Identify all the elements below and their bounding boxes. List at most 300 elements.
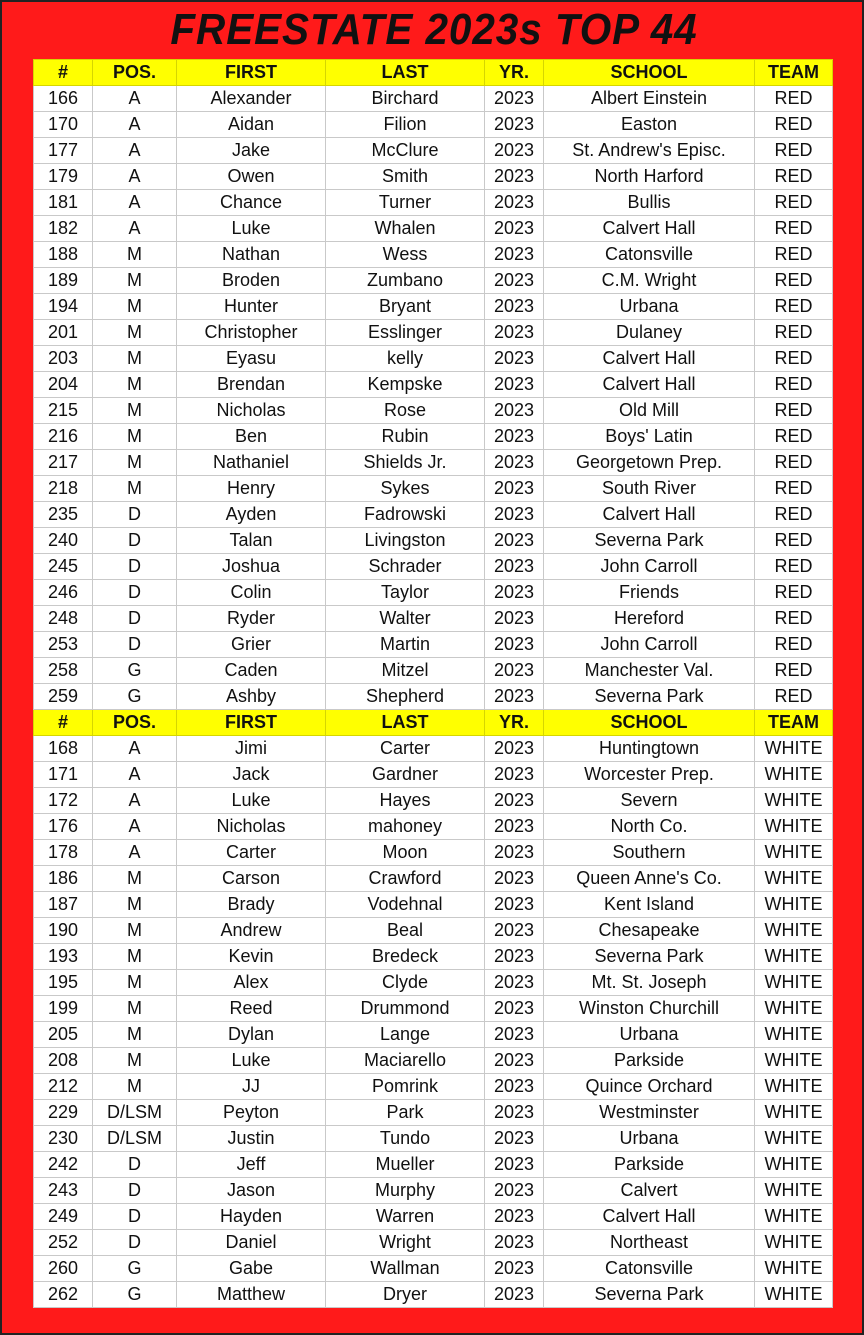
table-row <box>34 684 833 710</box>
team-cell: RED <box>755 372 833 398</box>
school-cell: Northeast <box>544 1230 755 1256</box>
table-row <box>34 892 833 918</box>
first-name-cell: Ashby <box>177 684 326 710</box>
last-name-cell: Walter <box>326 606 485 632</box>
first-name-cell: Dylan <box>177 1022 326 1048</box>
last-name-cell: Warren <box>326 1204 485 1230</box>
table-row <box>34 866 833 892</box>
year-cell: 2023 <box>485 840 544 866</box>
last-name-cell: Wallman <box>326 1256 485 1282</box>
number-cell: 245 <box>34 554 93 580</box>
year-cell: 2023 <box>485 1282 544 1308</box>
team-cell: WHITE <box>755 1204 833 1230</box>
table-row <box>34 814 833 840</box>
first-name-cell: Brady <box>177 892 326 918</box>
last-name-cell: Carter <box>326 736 485 762</box>
school-cell: Easton <box>544 112 755 138</box>
first-name-cell: Kevin <box>177 944 326 970</box>
table-row <box>34 294 833 320</box>
first-name-cell: Jimi <box>177 736 326 762</box>
school-cell: Albert Einstein <box>544 86 755 112</box>
school-cell: John Carroll <box>544 632 755 658</box>
year-cell: 2023 <box>485 294 544 320</box>
year-cell: 2023 <box>485 892 544 918</box>
school-cell: Bullis <box>544 190 755 216</box>
last-name-cell: Martin <box>326 632 485 658</box>
year-cell: 2023 <box>485 476 544 502</box>
first-name-cell: Carson <box>177 866 326 892</box>
number-cell: 205 <box>34 1022 93 1048</box>
table-row <box>34 996 833 1022</box>
team-cell: WHITE <box>755 762 833 788</box>
team-cell: RED <box>755 164 833 190</box>
column-header: POS. <box>93 710 177 736</box>
number-cell: 172 <box>34 788 93 814</box>
position-cell: M <box>93 944 177 970</box>
year-cell: 2023 <box>485 918 544 944</box>
table-row <box>34 1100 833 1126</box>
year-cell: 2023 <box>485 814 544 840</box>
table-row <box>34 788 833 814</box>
last-name-cell: Clyde <box>326 970 485 996</box>
number-cell: 188 <box>34 242 93 268</box>
table-row <box>34 918 833 944</box>
first-name-cell: Peyton <box>177 1100 326 1126</box>
year-cell: 2023 <box>485 1048 544 1074</box>
first-name-cell: Carter <box>177 840 326 866</box>
last-name-cell: Shepherd <box>326 684 485 710</box>
school-cell: Catonsville <box>544 242 755 268</box>
last-name-cell: Filion <box>326 112 485 138</box>
year-cell: 2023 <box>485 320 544 346</box>
position-cell: G <box>93 1256 177 1282</box>
number-cell: 168 <box>34 736 93 762</box>
position-cell: M <box>93 866 177 892</box>
school-cell: Boys' Latin <box>544 424 755 450</box>
column-header: # <box>34 60 93 86</box>
table-row <box>34 1126 833 1152</box>
school-cell: Severna Park <box>544 684 755 710</box>
school-cell: Queen Anne's Co. <box>544 866 755 892</box>
table-row <box>34 86 833 112</box>
year-cell: 2023 <box>485 1230 544 1256</box>
position-cell: D <box>93 502 177 528</box>
table-row <box>34 1074 833 1100</box>
year-cell: 2023 <box>485 658 544 684</box>
column-header: YR. <box>485 60 544 86</box>
first-name-cell: Chance <box>177 190 326 216</box>
number-cell: 243 <box>34 1178 93 1204</box>
position-cell: A <box>93 736 177 762</box>
year-cell: 2023 <box>485 268 544 294</box>
year-cell: 2023 <box>485 1100 544 1126</box>
column-header: TEAM <box>755 60 833 86</box>
first-name-cell: Christopher <box>177 320 326 346</box>
school-cell: Parkside <box>544 1152 755 1178</box>
last-name-cell: Moon <box>326 840 485 866</box>
school-cell: Severna Park <box>544 944 755 970</box>
number-cell: 212 <box>34 1074 93 1100</box>
first-name-cell: Alex <box>177 970 326 996</box>
last-name-cell: Bredeck <box>326 944 485 970</box>
school-cell: Friends <box>544 580 755 606</box>
table-row <box>34 216 833 242</box>
school-cell: Winston Churchill <box>544 996 755 1022</box>
number-cell: 186 <box>34 866 93 892</box>
table-row <box>34 632 833 658</box>
team-cell: RED <box>755 268 833 294</box>
number-cell: 246 <box>34 580 93 606</box>
team-cell: RED <box>755 320 833 346</box>
team-cell: WHITE <box>755 866 833 892</box>
school-cell: Worcester Prep. <box>544 762 755 788</box>
position-cell: D <box>93 1230 177 1256</box>
last-name-cell: Beal <box>326 918 485 944</box>
year-cell: 2023 <box>485 398 544 424</box>
number-cell: 242 <box>34 1152 93 1178</box>
last-name-cell: Vodehnal <box>326 892 485 918</box>
position-cell: G <box>93 1282 177 1308</box>
white-team-header-row <box>34 710 833 736</box>
last-name-cell: Taylor <box>326 580 485 606</box>
year-cell: 2023 <box>485 736 544 762</box>
year-cell: 2023 <box>485 996 544 1022</box>
first-name-cell: Brendan <box>177 372 326 398</box>
school-cell: St. Andrew's Episc. <box>544 138 755 164</box>
year-cell: 2023 <box>485 1256 544 1282</box>
number-cell: 190 <box>34 918 93 944</box>
school-cell: Urbana <box>544 1126 755 1152</box>
number-cell: 258 <box>34 658 93 684</box>
first-name-cell: Caden <box>177 658 326 684</box>
team-cell: RED <box>755 346 833 372</box>
first-name-cell: Alexander <box>177 86 326 112</box>
number-cell: 218 <box>34 476 93 502</box>
position-cell: D <box>93 528 177 554</box>
first-name-cell: Eyasu <box>177 346 326 372</box>
team-cell: RED <box>755 190 833 216</box>
position-cell: M <box>93 320 177 346</box>
number-cell: 253 <box>34 632 93 658</box>
school-cell: John Carroll <box>544 554 755 580</box>
roster-table <box>33 59 833 1308</box>
last-name-cell: Tundo <box>326 1126 485 1152</box>
table-row <box>34 1204 833 1230</box>
table-row <box>34 1282 833 1308</box>
number-cell: 249 <box>34 1204 93 1230</box>
number-cell: 235 <box>34 502 93 528</box>
table-row <box>34 164 833 190</box>
last-name-cell: Lange <box>326 1022 485 1048</box>
last-name-cell: Maciarello <box>326 1048 485 1074</box>
number-cell: 208 <box>34 1048 93 1074</box>
position-cell: D <box>93 1178 177 1204</box>
first-name-cell: Ben <box>177 424 326 450</box>
position-cell: A <box>93 762 177 788</box>
table-row <box>34 840 833 866</box>
table-row <box>34 424 833 450</box>
position-cell: D <box>93 1152 177 1178</box>
last-name-cell: Mitzel <box>326 658 485 684</box>
team-cell: RED <box>755 398 833 424</box>
team-cell: WHITE <box>755 1256 833 1282</box>
school-cell: Calvert Hall <box>544 372 755 398</box>
first-name-cell: Matthew <box>177 1282 326 1308</box>
school-cell: Huntingtown <box>544 736 755 762</box>
position-cell: M <box>93 268 177 294</box>
school-cell: Calvert Hall <box>544 346 755 372</box>
first-name-cell: Broden <box>177 268 326 294</box>
table-row <box>34 658 833 684</box>
position-cell: G <box>93 684 177 710</box>
last-name-cell: Hayes <box>326 788 485 814</box>
position-cell: M <box>93 1074 177 1100</box>
first-name-cell: Hunter <box>177 294 326 320</box>
team-cell: WHITE <box>755 944 833 970</box>
first-name-cell: Aidan <box>177 112 326 138</box>
team-cell: WHITE <box>755 788 833 814</box>
number-cell: 182 <box>34 216 93 242</box>
number-cell: 176 <box>34 814 93 840</box>
table-row <box>34 1256 833 1282</box>
team-cell: WHITE <box>755 1178 833 1204</box>
position-cell: M <box>93 970 177 996</box>
position-cell: M <box>93 372 177 398</box>
first-name-cell: Joshua <box>177 554 326 580</box>
table-row <box>34 450 833 476</box>
school-cell: Parkside <box>544 1048 755 1074</box>
position-cell: D <box>93 632 177 658</box>
position-cell: A <box>93 138 177 164</box>
last-name-cell: Wess <box>326 242 485 268</box>
year-cell: 2023 <box>485 866 544 892</box>
first-name-cell: Gabe <box>177 1256 326 1282</box>
first-name-cell: Colin <box>177 580 326 606</box>
column-header: FIRST <box>177 60 326 86</box>
team-cell: RED <box>755 216 833 242</box>
first-name-cell: Nathaniel <box>177 450 326 476</box>
year-cell: 2023 <box>485 1126 544 1152</box>
last-name-cell: Sykes <box>326 476 485 502</box>
table-row <box>34 554 833 580</box>
position-cell: A <box>93 788 177 814</box>
number-cell: 259 <box>34 684 93 710</box>
last-name-cell: Rubin <box>326 424 485 450</box>
first-name-cell: Luke <box>177 788 326 814</box>
position-cell: M <box>93 346 177 372</box>
last-name-cell: Rose <box>326 398 485 424</box>
year-cell: 2023 <box>485 138 544 164</box>
table-row <box>34 320 833 346</box>
team-cell: RED <box>755 580 833 606</box>
team-cell: RED <box>755 684 833 710</box>
team-cell: WHITE <box>755 1126 833 1152</box>
position-cell: D <box>93 606 177 632</box>
last-name-cell: Pomrink <box>326 1074 485 1100</box>
first-name-cell: Jason <box>177 1178 326 1204</box>
school-cell: C.M. Wright <box>544 268 755 294</box>
first-name-cell: Jeff <box>177 1152 326 1178</box>
year-cell: 2023 <box>485 1074 544 1100</box>
first-name-cell: Ayden <box>177 502 326 528</box>
year-cell: 2023 <box>485 164 544 190</box>
last-name-cell: Wright <box>326 1230 485 1256</box>
number-cell: 203 <box>34 346 93 372</box>
year-cell: 2023 <box>485 554 544 580</box>
year-cell: 2023 <box>485 112 544 138</box>
team-cell: RED <box>755 554 833 580</box>
number-cell: 229 <box>34 1100 93 1126</box>
team-cell: WHITE <box>755 1230 833 1256</box>
first-name-cell: Talan <box>177 528 326 554</box>
table-row <box>34 1022 833 1048</box>
first-name-cell: Daniel <box>177 1230 326 1256</box>
number-cell: 201 <box>34 320 93 346</box>
last-name-cell: Park <box>326 1100 485 1126</box>
last-name-cell: Shields Jr. <box>326 450 485 476</box>
team-cell: RED <box>755 294 833 320</box>
number-cell: 230 <box>34 1126 93 1152</box>
position-cell: D <box>93 1204 177 1230</box>
column-header: FIRST <box>177 710 326 736</box>
position-cell: D/LSM <box>93 1100 177 1126</box>
number-cell: 195 <box>34 970 93 996</box>
table-row <box>34 528 833 554</box>
column-header: TEAM <box>755 710 833 736</box>
first-name-cell: Grier <box>177 632 326 658</box>
position-cell: D <box>93 580 177 606</box>
number-cell: 217 <box>34 450 93 476</box>
red-team-header-row <box>34 60 833 86</box>
school-cell: Westminster <box>544 1100 755 1126</box>
school-cell: North Co. <box>544 814 755 840</box>
table-row <box>34 242 833 268</box>
roster-body <box>34 60 833 1308</box>
team-cell: WHITE <box>755 1074 833 1100</box>
team-cell: WHITE <box>755 1022 833 1048</box>
table-row <box>34 736 833 762</box>
team-cell: WHITE <box>755 840 833 866</box>
year-cell: 2023 <box>485 1022 544 1048</box>
number-cell: 181 <box>34 190 93 216</box>
table-row <box>34 398 833 424</box>
page-title: FREESTATE 2023s TOP 44 <box>170 5 698 54</box>
number-cell: 260 <box>34 1256 93 1282</box>
team-cell: RED <box>755 424 833 450</box>
team-cell: RED <box>755 86 833 112</box>
school-cell: Severn <box>544 788 755 814</box>
table-row <box>34 268 833 294</box>
number-cell: 170 <box>34 112 93 138</box>
table-row <box>34 1048 833 1074</box>
team-cell: RED <box>755 138 833 164</box>
table-row <box>34 944 833 970</box>
team-cell: WHITE <box>755 970 833 996</box>
table-row <box>34 112 833 138</box>
last-name-cell: Zumbano <box>326 268 485 294</box>
team-cell: RED <box>755 450 833 476</box>
first-name-cell: Ryder <box>177 606 326 632</box>
school-cell: Georgetown Prep. <box>544 450 755 476</box>
team-cell: WHITE <box>755 892 833 918</box>
year-cell: 2023 <box>485 1152 544 1178</box>
number-cell: 179 <box>34 164 93 190</box>
position-cell: M <box>93 294 177 320</box>
year-cell: 2023 <box>485 1178 544 1204</box>
year-cell: 2023 <box>485 1204 544 1230</box>
year-cell: 2023 <box>485 944 544 970</box>
first-name-cell: Nathan <box>177 242 326 268</box>
position-cell: D/LSM <box>93 1126 177 1152</box>
team-cell: WHITE <box>755 918 833 944</box>
first-name-cell: Jack <box>177 762 326 788</box>
last-name-cell: Gardner <box>326 762 485 788</box>
team-cell: RED <box>755 606 833 632</box>
year-cell: 2023 <box>485 450 544 476</box>
column-header: SCHOOL <box>544 710 755 736</box>
number-cell: 215 <box>34 398 93 424</box>
school-cell: Manchester Val. <box>544 658 755 684</box>
team-cell: WHITE <box>755 1282 833 1308</box>
first-name-cell: Justin <box>177 1126 326 1152</box>
number-cell: 193 <box>34 944 93 970</box>
last-name-cell: Schrader <box>326 554 485 580</box>
year-cell: 2023 <box>485 632 544 658</box>
year-cell: 2023 <box>485 86 544 112</box>
last-name-cell: Murphy <box>326 1178 485 1204</box>
position-cell: A <box>93 164 177 190</box>
last-name-cell: Mueller <box>326 1152 485 1178</box>
school-cell: Southern <box>544 840 755 866</box>
first-name-cell: Nicholas <box>177 398 326 424</box>
school-cell: Quince Orchard <box>544 1074 755 1100</box>
team-cell: WHITE <box>755 996 833 1022</box>
table-row <box>34 1152 833 1178</box>
school-cell: Calvert Hall <box>544 502 755 528</box>
number-cell: 166 <box>34 86 93 112</box>
first-name-cell: Luke <box>177 1048 326 1074</box>
school-cell: Severna Park <box>544 1282 755 1308</box>
first-name-cell: Owen <box>177 164 326 190</box>
team-cell: RED <box>755 476 833 502</box>
column-header: LAST <box>326 60 485 86</box>
table-row <box>34 1230 833 1256</box>
year-cell: 2023 <box>485 242 544 268</box>
number-cell: 177 <box>34 138 93 164</box>
school-cell: Catonsville <box>544 1256 755 1282</box>
year-cell: 2023 <box>485 216 544 242</box>
position-cell: M <box>93 1022 177 1048</box>
team-cell: RED <box>755 658 833 684</box>
column-header: LAST <box>326 710 485 736</box>
team-cell: RED <box>755 528 833 554</box>
position-cell: G <box>93 658 177 684</box>
last-name-cell: Crawford <box>326 866 485 892</box>
school-cell: Calvert Hall <box>544 216 755 242</box>
column-header: SCHOOL <box>544 60 755 86</box>
table-row <box>34 372 833 398</box>
table-row <box>34 606 833 632</box>
last-name-cell: mahoney <box>326 814 485 840</box>
year-cell: 2023 <box>485 502 544 528</box>
table-row <box>34 190 833 216</box>
year-cell: 2023 <box>485 580 544 606</box>
year-cell: 2023 <box>485 970 544 996</box>
team-cell: WHITE <box>755 736 833 762</box>
number-cell: 189 <box>34 268 93 294</box>
last-name-cell: Smith <box>326 164 485 190</box>
column-header: YR. <box>485 710 544 736</box>
